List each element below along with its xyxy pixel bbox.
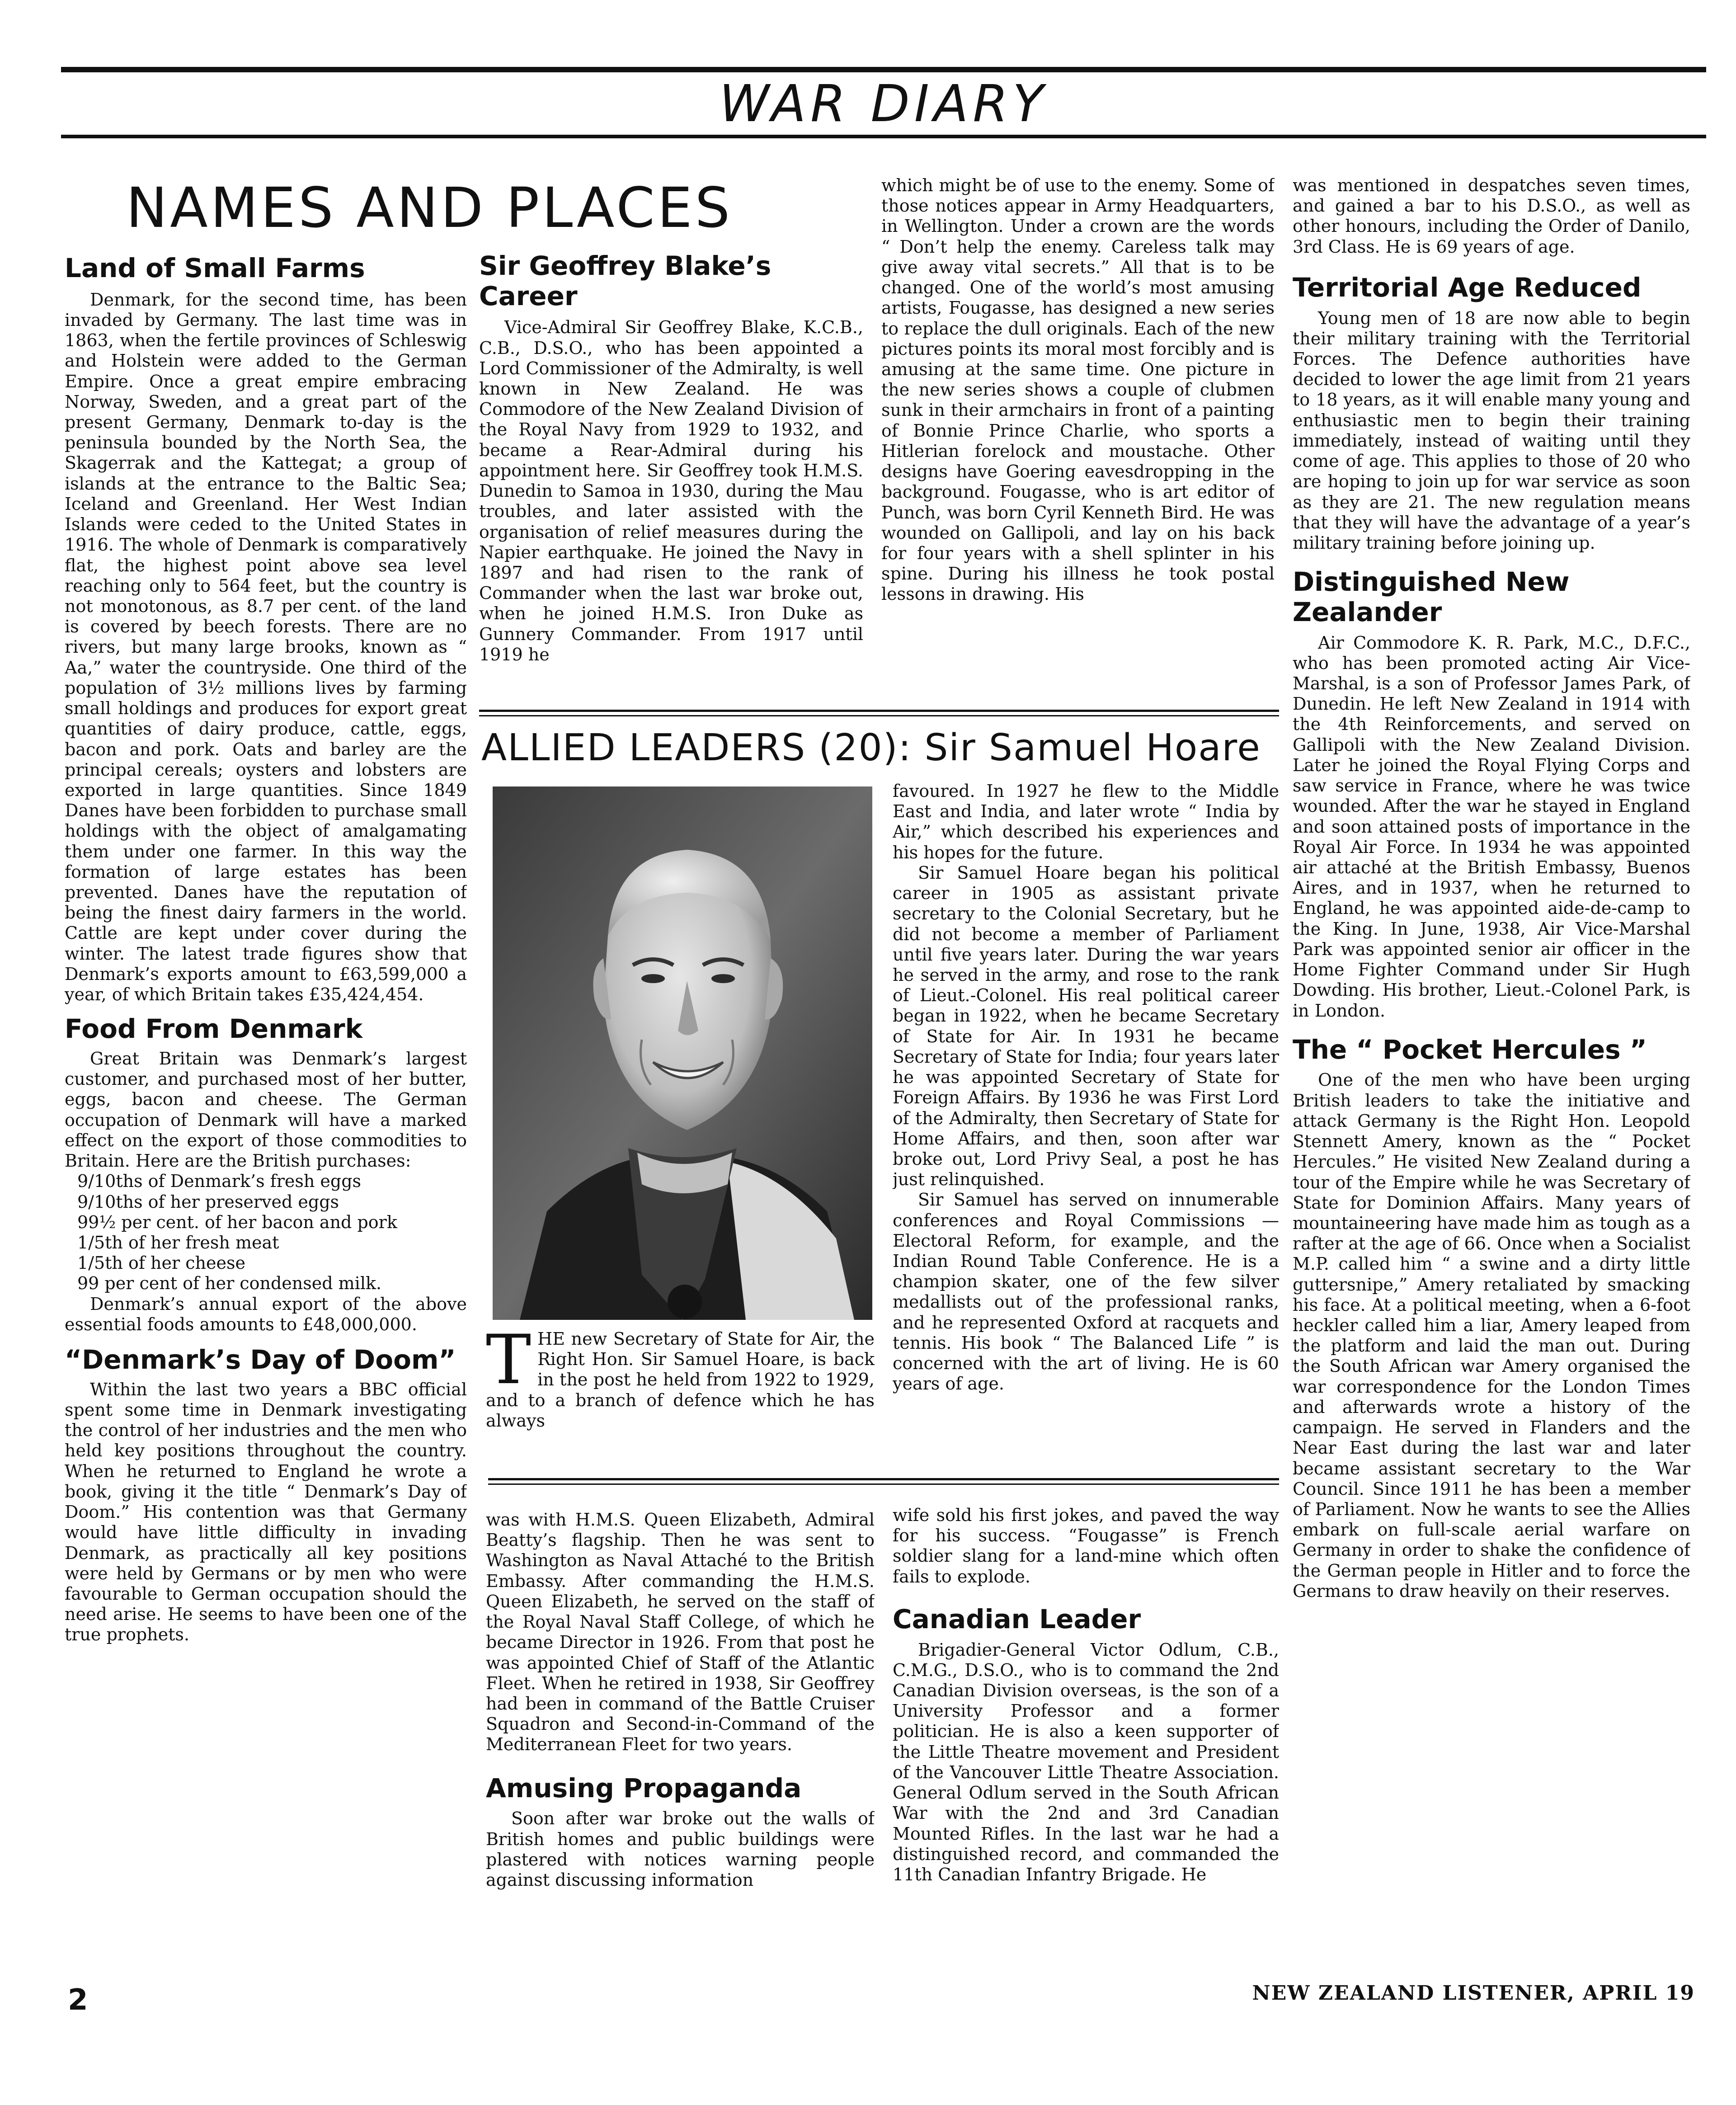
article-hoare-intro: [486, 1329, 875, 1431]
article-land-of-small-farms: [65, 290, 467, 1005]
paragraph: Sir Samuel Hoare began his political career in 1905 as assistant private secretary to the Colonial Secretary, but he did not become a member of Parliament until five years later. During the war years he served in the army, and rose to the rank of Lieut.-Colonel. His real political career began in 1922, when he became Secretary of State for Air. In 1931 he became Secretary of State for India; four years later he was appointed Secretary of State for Foreign Affairs. By 1936 he was First Lord of the Admiralty, then Secretary of State for Home Affairs, and then, soon after war broke out, Lord Privy Seal, a post he has just relinquished.: [893, 862, 1279, 1190]
masthead-title: WAR DIARY: [719, 75, 1048, 133]
list-item: 99½ per cent. of her bacon and pork: [77, 1212, 397, 1232]
heading-amusing-propaganda: Amusing Propaganda: [486, 1772, 802, 1804]
paragraph: Brigadier-General Victor Odlum, C.B., C.M.G., D.S.O., who is to command the 2nd Canadian Division overseas, is the son of a University Professor and a former politician. He is also a keen supporter of the Little Theatre movement and President of the Vancouver Little Theatre Association. General Odlum served in the South African War with the 2nd and 3rd Canadian Mounted Rifles. In the last war he had a distinguished record, and commanded the 11th Canadian Infantry Brigade. He: [893, 1639, 1279, 1884]
paragraph: One of the men who have been urging British leaders to take the initiative and attack Germany is the Right Hon. Leopold Stennett Amery, known as the “ Pocket Hercules.” He visited New Zealand during a tour of the Empire while he was Secretary of State for Dominion Affairs. Many years of mountaineering have made him as tough as a rafter at the age of 66. Once when a Socialist M.P. called him “ a swine and a dirty little guttersnipe,” Amery retaliated by smacking his face. At a political meeting, when a 6-foot heckler called him a liar, Amery leaped from the platform and laid the man out. During the South African war Amery organised the war correspondence for the London Times and afterwards wrote a history of the campaign. He served in Flanders and the Near East during the last war and later became assistant secretary to the War Council. Since 1911 he has been a member of Parliament. Now he wants to see the Allies embark on full-scale aerial warfare on Germany in order to shake the confidence of the German people in Hitler and to force the Germans to draw heavily on their reserves.: [1293, 1070, 1690, 1601]
paragraph: wife sold his first jokes, and paved the way for his success. “Fougasse” is French soldier slang for a land-mine which often fails to explode.: [893, 1505, 1279, 1587]
sir-samuel-hoare-photo: [493, 786, 872, 1320]
feature-rule-top-2: [479, 715, 1279, 716]
list-item: 1/5th of her cheese: [77, 1253, 245, 1273]
section-title: NAMES AND PLACES: [126, 176, 733, 240]
feature-rule-top-1: [479, 710, 1279, 712]
paragraph: Great Britain was Denmark’s largest customer, and purchased most of her butter, eggs, bacon and cheese. The German occupation of Denmark will have a marked effect on the export of those commodities to Britain. Here are the British purchases:: [65, 1049, 467, 1171]
list-item: 99 per cent of her condensed milk.: [77, 1273, 382, 1294]
article-hoare-body: [893, 781, 1279, 1394]
paragraph: favoured. In 1927 he flew to the Middle East and India, and later wrote “ India by Air,” which described his experiences and his hopes for the future.: [893, 781, 1279, 862]
article-park-continued: [1293, 175, 1690, 257]
paragraph: was mentioned in despatches seven times, and gained a bar to his D.S.O., as well as other honours, including the Order of Danilo, 3rd Class. He is 69 years of age.: [1293, 175, 1690, 257]
article-distinguished-new-zealander: [1293, 633, 1690, 1021]
article-denmarks-day-of-doom: [65, 1380, 467, 1645]
article-pocket-hercules: [1293, 1070, 1690, 1601]
article-sir-geoffrey-blake-part-2: [486, 1510, 875, 1755]
paragraph: Air Commodore K. R. Park, M.C., D.F.C., who has been promoted acting Air Vice-Marshal, is a son of Professor James Park, of Dunedin. He left New Zealand in 1914 with the 4th Reinforcements, and served on Gallipoli with the New Zealand Division. Later he joined the Royal Flying Corps and saw service in France, where he was twice wounded. After the war he stayed in England and soon attained posts of importance in the Royal Air Force. In 1934 he was appointed air attaché at the British Embassy, Buenos Aires, and in 1937, when he returned to England, he was appointed aide-de-camp to the King. In June, 1938, Air Vice-Marshal Park was appointed senior air officer in the Home Fighter Command under Sir Hugh Dowding. His brother, Lieut.-Colonel Park, is in London.: [1293, 632, 1690, 1021]
heading-sir-geoffrey-blake: Sir Geoffrey Blake’s Career: [479, 251, 772, 311]
drop-cap: T: [486, 1329, 532, 1399]
paragraph: Soon after war broke out the walls of British homes and public buildings were plastered with notices warning people against discussing information: [486, 1808, 875, 1890]
masthead-rule-top: [61, 67, 1706, 72]
paragraph: Vice-Admiral Sir Geoffrey Blake, K.C.B., C.B., D.S.O., who has been appointed a Lord Commissioner of the Admiralty, is well known in New Zealand. He was Commodore of the New Zealand Division of the Royal Navy from 1929 to 1932, and became a Rear-Admiral during his appointment here. Sir Geoffrey took H.M.S. Dunedin to Samoa in 1930, during the Mau troubles, and later assisted with the organisation of relief measures during the Napier earthquake. He joined the Navy in 1897 and had risen to the rank of Commander when the last war broke out, when he joined H.M.S. Iron Duke as Gunnery Commander. From 1917 until 1919 he: [479, 317, 863, 664]
article-territorial-age-reduced: [1293, 308, 1690, 554]
paragraph: Young men of 18 are now able to begin their military training with the Territorial Forces. The Defence authorities have decided to lower the age limit from 21 years to 18 years, as it will enable many young and enthusiastic men to begin their training immediately, instead of waiting until they come of age. This applies to those of 20 who are hoping to join up for war service as soon as they are 21. The new regulation means that they will have the advantage of a year’s military training before joining up.: [1293, 308, 1690, 553]
purchase-list: [65, 1171, 467, 1294]
allied-leaders-heading: ALLIED LEADERS (20): Sir Samuel Hoare: [481, 726, 1261, 769]
list-item: 9/10ths of her preserved eggs: [77, 1191, 339, 1212]
column-3-top: [881, 175, 1275, 709]
article-amusing-propaganda-part-3: [893, 1505, 1279, 1587]
footer-publication-line: NEW ZEALAND LISTENER, APRIL 19: [1252, 1982, 1695, 2005]
heading-food-from-denmark: Food From Denmark: [65, 1013, 363, 1045]
paragraph: Within the last two years a BBC official spent some time in Denmark investigating the control of her industries and the men who held key positions throughout the country. When he returned to England he wrote a book, giving it the title “ Denmark’s Day of Doom.” His contention was that Germany would have little difficulty in invading Denmark, as practically all key positions were held by Germans or by men who were favourable to German occupation should the need arise. He seems to have been one of the true prophets.: [65, 1379, 467, 1645]
hoare-article-intro: [486, 1329, 875, 1460]
paragraph: HE new Secretary of State for Air, the Right Hon. Sir Samuel Hoare, is back in the post he held from 1922 to 1929, and to a branch of defence which he has always: [486, 1329, 875, 1431]
page-number: 2: [68, 1983, 88, 2017]
heading-denmarks-day-of-doom: “Denmark’s Day of Doom”: [65, 1344, 456, 1375]
article-sir-geoffrey-blake-part-1: [479, 317, 863, 665]
heading-pocket-hercules: The “ Pocket Hercules ”: [1293, 1034, 1647, 1065]
feature-rule-bottom-1: [488, 1478, 1279, 1480]
paragraph: Denmark, for the second time, has been invaded by Germany. The last time was in 1863, when the fertile provinces of Schleswig and Holstein were added to the German Empire. Once a great empire embracing Norway, Sweden, and a great part of the present Germany, Denmark to-day is the peninsula bounded by the North Sea, the Skagerrak and the Kattegat; a group of islands at the entrance to the Baltic Sea; Iceland and Greenland. Her West Indian Islands were ceded to the United States in 1916. The whole of Denmark is comparatively flat, the highest point above sea level reaching only to 564 feet, but the country is not monotonous, as 8.7 per cent. of the land is covered by beech forests. There are no rivers, but many large brooks, known as “ Aa,” water the countryside. One third of the population of 3½ millions lives by farming small holdings and produces for export great quantities of dairy produce, cattle, eggs, bacon and pork. Oats and barley are the principal cereals; oysters and lobsters are exported in large quantities. Since 1849 Danes have been forbidden to purchase small holdings with the object of amalgamating them under one farmer. In this way the formation of large estates has been prevented. Danes have the reputation of being the finest dairy farmers in the world. Cattle are kept under cover during the winter. The latest trade figures show that Denmark’s exports amount to £63,599,000 a year, of which Britain takes £35,424,454.: [65, 289, 467, 1005]
heading-land-of-small-farms: Land of Small Farms: [65, 253, 365, 283]
hoare-article-body: [893, 781, 1279, 1459]
feature-rule-bottom-2: [488, 1483, 1279, 1485]
heading-distinguished-new-zealander: Distinguished New Zealander: [1293, 566, 1570, 627]
article-amusing-propaganda-part-1: [486, 1808, 875, 1890]
heading-canadian-leader: Canadian Leader: [893, 1603, 1141, 1634]
column-1: [65, 253, 467, 1966]
paragraph: Denmark’s annual export of the above essential foods amounts to £48,000,000.: [65, 1294, 467, 1334]
heading-territorial-age-reduced: Territorial Age Reduced: [1293, 272, 1642, 303]
article-canadian-leader: [893, 1640, 1279, 1885]
column-4: [1293, 175, 1690, 1974]
list-item: 9/10ths of Denmark’s fresh eggs: [77, 1171, 362, 1191]
paragraph: Sir Samuel has served on innumerable conferences and Royal Commissions — Electoral Reform, for example, and the Indian Round Table Conference. He is a champion skater, one of the few silver medallists out of the professional ranks, and he represented Oxford at racquets and tennis. His book “ The Balanced Life ” is concerned with the art of living. He is 60 years of age.: [893, 1190, 1279, 1394]
column-3-bottom: [893, 1505, 1279, 1966]
masthead-rule-bottom: [61, 135, 1706, 138]
article-amusing-propaganda-part-2: [881, 175, 1275, 605]
paragraph: was with H.M.S. Queen Elizabeth, Admiral Beatty’s flagship. Then he was sent to Washington as Naval Attaché to the British Embassy. After commanding the H.M.S. Queen Elizabeth, he served on the staff of the Royal Naval Staff College, of which he became Director in 1926. From that post he was appointed Chief of Staff of the Atlantic Fleet. When he retired in 1938, Sir Geoffrey had been in command of the Battle Cruiser Squadron and Second-in-Command of the Mediterranean Fleet for two years.: [486, 1510, 875, 1755]
column-2-bottom: [486, 1510, 875, 1966]
list-item: 1/5th of her fresh meat: [77, 1233, 279, 1253]
paragraph: which might be of use to the enemy. Some of those notices appear in Army Headquarters, in Wellington. Under a crown are the words “ Don’t help the enemy. Careless talk may give away vital secrets.” All that is to be changed. One of the world’s most amusing artists, Fougasse, has designed a new series to replace the dull originals. Each of the new pictures points its moral most forcibly and is amusing at the same time. One picture in the new series shows a couple of clubmen sunk in their armchairs in front of a painting of Bonnie Prince Charlie, who sports a Hitlerian forelock and moustache. Other designs have Goering eavesdropping in the background. Fougasse, who is art editor of Punch, was born Cyril Kenneth Bird. He was wounded on Gallipoli, and lay on his back for four years with a shell splinter in his spine. During his illness he took postal lessons in drawing. His: [881, 175, 1275, 604]
column-2-top: [479, 251, 863, 707]
article-food-from-denmark: [65, 1049, 467, 1335]
